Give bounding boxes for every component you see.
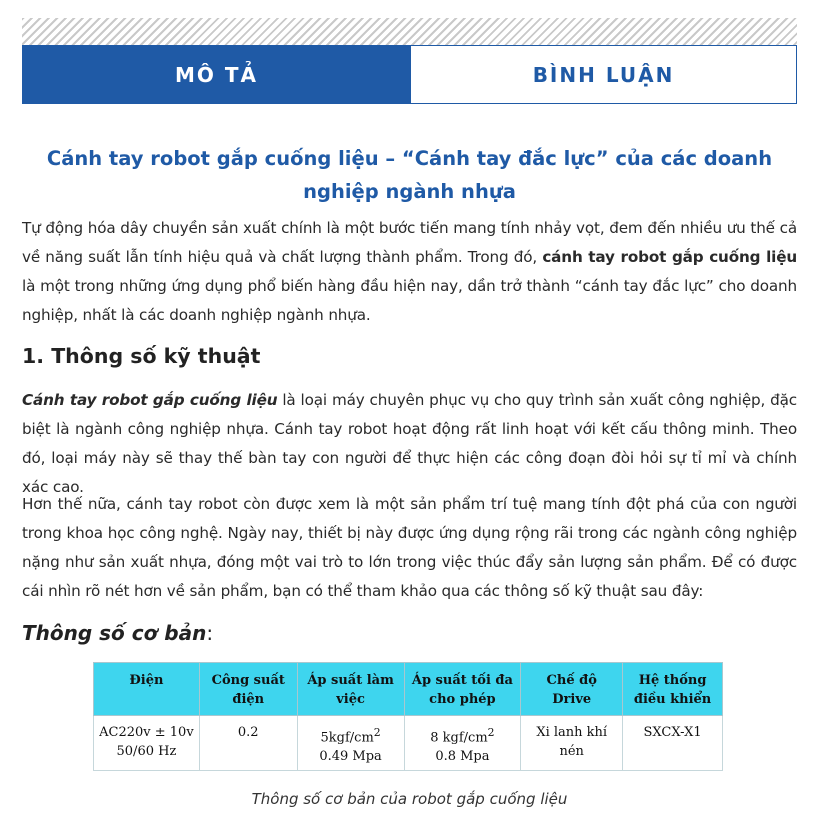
decorative-hatch-band bbox=[22, 18, 797, 45]
intro-text-after: là một trong những ứng dụng phổ biến hàng đầu hiện nay, dần trở thành “cánh tay đắc lực” cho doanh nghiệp, nhất là các doanh nghiệp ngành nhựa. bbox=[22, 277, 797, 324]
table-header-control: Hệ thống điều khiển bbox=[623, 663, 723, 716]
specs-paragraph-1 bbox=[22, 386, 797, 502]
basic-specs-heading-text: Thông số cơ bản bbox=[22, 621, 207, 645]
article-title: Cánh tay robot gắp cuống liệu – “Cánh tay đắc lực” của các doanh nghiệp ngành nhựa bbox=[46, 147, 773, 203]
specs-paragraph-1-text: là loại máy chuyên phục vụ cho quy trình sản xuất công nghiệp, đặc biệt là ngành công nghiệp nhựa. Cánh tay robot hoạt động rất linh hoạt với kết cấu thông minh. Theo đó, loại máy này sẽ thay thế bàn tay con người để thực hiện các công đoạn đòi hỏi sự tỉ mỉ và chính xác cao. bbox=[22, 391, 797, 496]
cell-power: 0.2 bbox=[199, 716, 297, 771]
cell-power-supply-line2: 50/60 Hz bbox=[116, 744, 177, 759]
table-header-max-pressure: Áp suất tối đa cho phép bbox=[404, 663, 521, 716]
tab-comments[interactable]: BÌNH LUẬN bbox=[410, 46, 796, 103]
basic-specs-heading bbox=[22, 621, 213, 645]
specs-keyword: Cánh tay robot gắp cuống liệu bbox=[22, 391, 278, 409]
specs-table-header-row bbox=[94, 663, 723, 716]
cell-max-pressure-sup: 2 bbox=[487, 726, 495, 739]
tab-description[interactable]: MÔ TẢ bbox=[23, 46, 410, 103]
table-header-power: Công suất điện bbox=[199, 663, 297, 716]
basic-specs-heading-colon: : bbox=[206, 621, 214, 645]
table-row bbox=[94, 716, 723, 771]
specs-paragraph-2: Hơn thế nữa, cánh tay robot còn được xem là một sản phẩm trí tuệ mang tính đột phá của con người trong khoa học công nghệ. Ngày nay, thiết bị này được ứng dụng rộng rãi trong các ngành công nghiệp nặng như sản xuất nhựa, đóng một vai trò to lớn trong việc thúc đẩy sản lượng sản phẩm. Để có được cái nhìn rõ nét hơn về sản phẩm, bạn có thể tham khảo qua các thông số kỹ thuật sau đây: bbox=[22, 495, 797, 600]
cell-drive: Xi lanh khí nén bbox=[521, 716, 623, 771]
intro-text-before: Tự động hóa dây chuyền sản xuất chính là một bước tiến mang tính nhảy vọt, đem đến nhiều ưu thế cả về năng suất lẫn tính hiệu quả và chất lượng thành phẩm. Trong đó, bbox=[22, 219, 797, 266]
cell-working-pressure-line1: 5kgf/cm bbox=[320, 730, 374, 746]
intro-keyword: cánh tay robot gắp cuống liệu bbox=[542, 248, 798, 266]
table-caption: Thông số cơ bản của robot gắp cuống liệu bbox=[251, 790, 568, 808]
specs-table bbox=[93, 662, 723, 771]
cell-max-pressure bbox=[404, 716, 521, 771]
cell-working-pressure-sup: 2 bbox=[373, 726, 381, 739]
section-heading-specs: 1. Thông số kỹ thuật bbox=[22, 344, 261, 368]
cell-max-pressure-line2: 0.8 Mpa bbox=[435, 749, 490, 765]
tab-bar bbox=[22, 45, 797, 104]
cell-power-supply-line1: AC220v ± 10v bbox=[99, 725, 194, 740]
cell-control: SXCX-X1 bbox=[623, 716, 723, 771]
table-header-power-supply: Điện bbox=[94, 663, 200, 716]
cell-max-pressure-line1: 8 kgf/cm bbox=[430, 730, 488, 746]
cell-working-pressure-line2: 0.49 Mpa bbox=[319, 749, 382, 765]
cell-working-pressure bbox=[297, 716, 404, 771]
table-header-drive: Chế độ Drive bbox=[521, 663, 623, 716]
cell-power-supply bbox=[94, 716, 200, 771]
intro-paragraph bbox=[22, 214, 797, 330]
table-header-working-pressure: Áp suất làm việc bbox=[297, 663, 404, 716]
